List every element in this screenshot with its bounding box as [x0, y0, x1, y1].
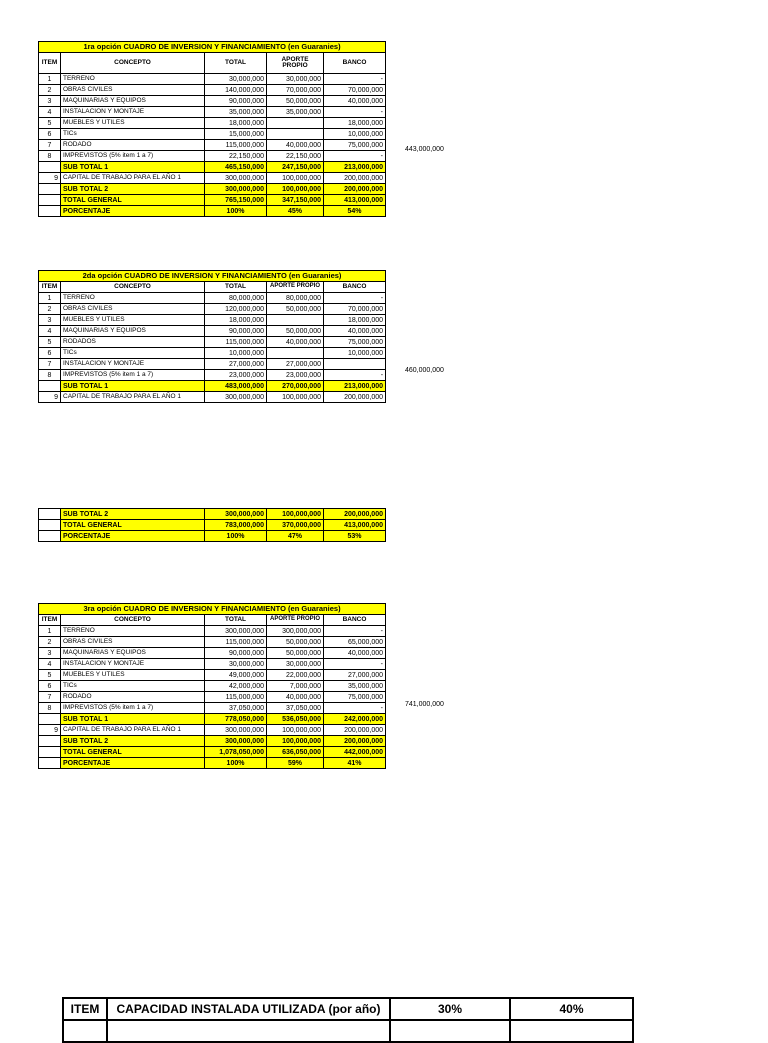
- capacity-col2: 40%: [510, 998, 633, 1020]
- subtotal2-aporte: 100,000,000: [267, 509, 324, 520]
- subtotal1-total: 465,150,000: [205, 162, 267, 173]
- row-banco: -: [324, 659, 386, 670]
- porcentaje-banco: 53%: [324, 531, 386, 542]
- total-general-aporte: 636,050,000: [267, 747, 324, 758]
- row-aporte: 50,000,000: [267, 326, 324, 337]
- row-concepto: RODADO: [61, 692, 205, 703]
- row-total: 90,000,000: [205, 96, 267, 107]
- header-item: ITEM: [39, 282, 61, 293]
- row-aporte: 50,000,000: [267, 648, 324, 659]
- subtotal1-label: SUB TOTAL 1: [61, 162, 205, 173]
- total-general-banco: 413,000,000: [324, 195, 386, 206]
- row-concepto: TICs: [61, 129, 205, 140]
- subtotal1-label: SUB TOTAL 1: [61, 714, 205, 725]
- row-total: 23,000,000: [205, 370, 267, 381]
- row-total: 18,000,000: [205, 118, 267, 129]
- row-banco: 70,000,000: [324, 85, 386, 96]
- row-banco: 40,000,000: [324, 648, 386, 659]
- subtotal2-label: SUB TOTAL 2: [61, 736, 205, 747]
- porcentaje-label: PORCENTAJE: [61, 531, 205, 542]
- row-concepto: TICs: [61, 348, 205, 359]
- row-item: 3: [39, 315, 61, 326]
- row-total: 10,000,000: [205, 348, 267, 359]
- row-banco: [324, 359, 386, 370]
- row-item: 7: [39, 140, 61, 151]
- capital-item: 9: [39, 392, 61, 403]
- option1-side-value: 443,000,000: [405, 146, 444, 153]
- subtotal1-banco: 213,000,000: [324, 162, 386, 173]
- subtotal2-total: 300,000,000: [205, 184, 267, 195]
- row-aporte: 23,000,000: [267, 370, 324, 381]
- capital-banco: 200,000,000: [324, 725, 386, 736]
- row-concepto: INSTALACION Y MONTAJE: [61, 659, 205, 670]
- header-total: TOTAL: [205, 615, 267, 626]
- row-banco: -: [324, 626, 386, 637]
- header-aporte: APORTE PROPIO: [267, 615, 324, 626]
- row-aporte: 30,000,000: [267, 74, 324, 85]
- row-aporte: 70,000,000: [267, 85, 324, 96]
- row-banco: 27,000,000: [324, 670, 386, 681]
- capital-aporte: 100,000,000: [267, 173, 324, 184]
- row-total: 115,000,000: [205, 337, 267, 348]
- subtotal1-label: SUB TOTAL 1: [61, 381, 205, 392]
- row-item: 1: [39, 626, 61, 637]
- row-total: 140,000,000: [205, 85, 267, 96]
- row-aporte: [267, 315, 324, 326]
- table-row: [39, 692, 386, 703]
- subtotal1-aporte: 270,000,000: [267, 381, 324, 392]
- table-row: [39, 648, 386, 659]
- row-item: 8: [39, 151, 61, 162]
- row-total: 115,000,000: [205, 637, 267, 648]
- row-aporte: 30,000,000: [267, 659, 324, 670]
- row-total: 30,000,000: [205, 74, 267, 85]
- header-concepto: CONCEPTO: [61, 53, 205, 74]
- subtotal1-aporte: 536,050,000: [267, 714, 324, 725]
- row-total: 30,000,000: [205, 659, 267, 670]
- row-banco: 18,000,000: [324, 315, 386, 326]
- total-general-label: TOTAL GENERAL: [61, 747, 205, 758]
- row-aporte: 40,000,000: [267, 140, 324, 151]
- header-total: TOTAL: [205, 53, 267, 74]
- row-aporte: 37,050,000: [267, 703, 324, 714]
- table-row: [39, 326, 386, 337]
- row-banco: 75,000,000: [324, 337, 386, 348]
- row-banco: -: [324, 151, 386, 162]
- row-item: 4: [39, 659, 61, 670]
- row-concepto: INSTALACION Y MONTAJE: [61, 359, 205, 370]
- total-general-label: TOTAL GENERAL: [61, 195, 205, 206]
- subtotal2-aporte: 100,000,000: [267, 184, 324, 195]
- subtotal2-label: SUB TOTAL 2: [61, 509, 205, 520]
- row-item: 6: [39, 129, 61, 140]
- row-item: 3: [39, 96, 61, 107]
- capital-concepto: CAPITAL DE TRABAJO PARA EL AÑO 1: [61, 392, 205, 403]
- capacity-table: [62, 997, 634, 1043]
- option2-side-value: 460,000,000: [405, 367, 444, 374]
- row-total: 18,000,000: [205, 315, 267, 326]
- option1-title: 1ra opción CUADRO DE INVERSION Y FINANCIAMIENTO (en Guaranies): [39, 42, 386, 53]
- row-banco: 70,000,000: [324, 304, 386, 315]
- capital-aporte: 100,000,000: [267, 725, 324, 736]
- total-general-aporte: 370,000,000: [267, 520, 324, 531]
- header-item: ITEM: [39, 615, 61, 626]
- row-item: 1: [39, 293, 61, 304]
- row-concepto: IMPREVISTOS (5% item 1 a 7): [61, 703, 205, 714]
- porcentaje-aporte: 59%: [267, 758, 324, 769]
- porcentaje-total: 100%: [205, 531, 267, 542]
- row-total: 120,000,000: [205, 304, 267, 315]
- capital-total: 300,000,000: [205, 173, 267, 184]
- capital-total: 300,000,000: [205, 725, 267, 736]
- row-aporte: 7,000,000: [267, 681, 324, 692]
- capital-total: 300,000,000: [205, 392, 267, 403]
- row-aporte: 40,000,000: [267, 692, 324, 703]
- row-aporte: 50,000,000: [267, 637, 324, 648]
- row-total: 27,000,000: [205, 359, 267, 370]
- row-concepto: MUEBLES Y UTILES: [61, 670, 205, 681]
- row-concepto: OBRAS CIVILES: [61, 637, 205, 648]
- row-item: 7: [39, 692, 61, 703]
- row-aporte: 22,000,000: [267, 670, 324, 681]
- option2-totals-table: [38, 508, 386, 542]
- total-general-total: 783,000,000: [205, 520, 267, 531]
- row-total: 115,000,000: [205, 140, 267, 151]
- table-row: [39, 659, 386, 670]
- subtotal2-aporte: 100,000,000: [267, 736, 324, 747]
- subtotal1-banco: 213,000,000: [324, 381, 386, 392]
- option3-side-value: 741,000,000: [405, 701, 444, 708]
- row-concepto: IMPREVISTOS (5% item 1 a 7): [61, 370, 205, 381]
- row-total: 115,000,000: [205, 692, 267, 703]
- row-aporte: 27,000,000: [267, 359, 324, 370]
- table-row: [39, 315, 386, 326]
- subtotal1-total: 778,050,000: [205, 714, 267, 725]
- subtotal2-label: SUB TOTAL 2: [61, 184, 205, 195]
- header-total: TOTAL: [205, 282, 267, 293]
- table-row: [39, 670, 386, 681]
- porcentaje-total: 100%: [205, 206, 267, 217]
- table-row: [39, 370, 386, 381]
- porcentaje-label: PORCENTAJE: [61, 206, 205, 217]
- row-banco: -: [324, 703, 386, 714]
- row-total: 35,000,000: [205, 107, 267, 118]
- row-aporte: 22,150,000: [267, 151, 324, 162]
- row-aporte: 50,000,000: [267, 304, 324, 315]
- row-concepto: MAQUINARIAS Y EQUIPOS: [61, 326, 205, 337]
- total-general-label: TOTAL GENERAL: [61, 520, 205, 531]
- capital-item: 9: [39, 725, 61, 736]
- header-aporte: APORTE PROPIO: [267, 282, 324, 293]
- row-banco: 75,000,000: [324, 140, 386, 151]
- option2-table: [38, 270, 386, 403]
- subtotal1-total: 483,000,000: [205, 381, 267, 392]
- row-item: 2: [39, 304, 61, 315]
- row-aporte: 35,000,000: [267, 107, 324, 118]
- row-aporte: 80,000,000: [267, 293, 324, 304]
- row-item: 4: [39, 107, 61, 118]
- option3-title: 3ra opción CUADRO DE INVERSION Y FINANCIAMIENTO (en Guaranies): [39, 604, 386, 615]
- porcentaje-aporte: 45%: [267, 206, 324, 217]
- row-aporte: [267, 129, 324, 140]
- table-row: [39, 637, 386, 648]
- row-concepto: TERRENO: [61, 293, 205, 304]
- row-item: 5: [39, 337, 61, 348]
- table-row: [39, 129, 386, 140]
- header-banco: BANCO: [324, 282, 386, 293]
- row-item: 3: [39, 648, 61, 659]
- row-aporte: 300,000,000: [267, 626, 324, 637]
- row-item: 7: [39, 359, 61, 370]
- table-row: [39, 85, 386, 96]
- row-banco: 10,000,000: [324, 129, 386, 140]
- row-total: 37,050,000: [205, 703, 267, 714]
- row-banco: 40,000,000: [324, 96, 386, 107]
- row-concepto: IMPREVISTOS (5% item 1 a 7): [61, 151, 205, 162]
- option3-table: [38, 603, 386, 769]
- total-general-total: 765,150,000: [205, 195, 267, 206]
- capacity-col1: 30%: [390, 998, 510, 1020]
- row-total: 22,150,000: [205, 151, 267, 162]
- porcentaje-total: 100%: [205, 758, 267, 769]
- row-concepto: MUEBLES Y UTILES: [61, 315, 205, 326]
- row-item: 4: [39, 326, 61, 337]
- row-banco: -: [324, 293, 386, 304]
- table-row: [39, 107, 386, 118]
- row-total: 80,000,000: [205, 293, 267, 304]
- subtotal1-banco: 242,000,000: [324, 714, 386, 725]
- porcentaje-label: PORCENTAJE: [61, 758, 205, 769]
- row-banco: 65,000,000: [324, 637, 386, 648]
- table-row: [39, 359, 386, 370]
- row-banco: -: [324, 107, 386, 118]
- table-row: [39, 293, 386, 304]
- porcentaje-banco: 54%: [324, 206, 386, 217]
- capital-aporte: 100,000,000: [267, 392, 324, 403]
- row-item: 8: [39, 370, 61, 381]
- capacity-label: CAPACIDAD INSTALADA UTILIZADA (por año): [107, 998, 390, 1020]
- row-banco: 35,000,000: [324, 681, 386, 692]
- porcentaje-aporte: 47%: [267, 531, 324, 542]
- row-aporte: 50,000,000: [267, 96, 324, 107]
- header-concepto: CONCEPTO: [61, 615, 205, 626]
- row-item: 6: [39, 348, 61, 359]
- header-item: ITEM: [39, 53, 61, 74]
- row-concepto: MAQUINARIAS Y EQUIPOS: [61, 96, 205, 107]
- table-row: [39, 348, 386, 359]
- row-concepto: MAQUINARIAS Y EQUIPOS: [61, 648, 205, 659]
- row-item: 2: [39, 85, 61, 96]
- table-row: [39, 151, 386, 162]
- capital-banco: 200,000,000: [324, 392, 386, 403]
- subtotal2-total: 300,000,000: [205, 509, 267, 520]
- row-concepto: RODADO: [61, 140, 205, 151]
- subtotal2-banco: 200,000,000: [324, 509, 386, 520]
- row-concepto: TICs: [61, 681, 205, 692]
- header-aporte: APORTE PROPIO: [267, 53, 324, 74]
- table-row: [39, 626, 386, 637]
- row-item: 1: [39, 74, 61, 85]
- capital-item: 9: [39, 173, 61, 184]
- row-banco: 18,000,000: [324, 118, 386, 129]
- row-concepto: OBRAS CIVILES: [61, 85, 205, 96]
- row-aporte: [267, 118, 324, 129]
- row-banco: 75,000,000: [324, 692, 386, 703]
- total-general-aporte: 347,150,000: [267, 195, 324, 206]
- row-concepto: INSTALACION Y MONTAJE: [61, 107, 205, 118]
- row-item: 5: [39, 670, 61, 681]
- subtotal2-total: 300,000,000: [205, 736, 267, 747]
- row-concepto: OBRAS CIVILES: [61, 304, 205, 315]
- porcentaje-banco: 41%: [324, 758, 386, 769]
- table-row: [39, 140, 386, 151]
- header-banco: BANCO: [324, 53, 386, 74]
- row-total: 90,000,000: [205, 648, 267, 659]
- capacity-item-header: ITEM: [63, 998, 107, 1020]
- table-row: [39, 74, 386, 85]
- header-banco: BANCO: [324, 615, 386, 626]
- option1-table: [38, 41, 386, 217]
- row-item: 2: [39, 637, 61, 648]
- table-row: [39, 304, 386, 315]
- capital-concepto: CAPITAL DE TRABAJO PARA EL AÑO 1: [61, 725, 205, 736]
- subtotal1-aporte: 247,150,000: [267, 162, 324, 173]
- row-total: 49,000,000: [205, 670, 267, 681]
- capital-concepto: CAPITAL DE TRABAJO PARA EL AÑO 1: [61, 173, 205, 184]
- table-row: [39, 337, 386, 348]
- total-general-total: 1,078,050,000: [205, 747, 267, 758]
- row-banco: -: [324, 370, 386, 381]
- capital-banco: 200,000,000: [324, 173, 386, 184]
- row-concepto: RODADOS: [61, 337, 205, 348]
- table-row: [39, 703, 386, 714]
- row-total: 42,000,000: [205, 681, 267, 692]
- row-concepto: TERRENO: [61, 626, 205, 637]
- table-row: [39, 118, 386, 129]
- total-general-banco: 413,000,000: [324, 520, 386, 531]
- row-banco: 10,000,000: [324, 348, 386, 359]
- subtotal2-banco: 200,000,000: [324, 184, 386, 195]
- subtotal2-banco: 200,000,000: [324, 736, 386, 747]
- row-total: 300,000,000: [205, 626, 267, 637]
- row-item: 6: [39, 681, 61, 692]
- table-row: [39, 681, 386, 692]
- row-aporte: 40,000,000: [267, 337, 324, 348]
- row-total: 15,000,000: [205, 129, 267, 140]
- table-row: [39, 96, 386, 107]
- row-item: 8: [39, 703, 61, 714]
- row-aporte: [267, 348, 324, 359]
- row-total: 90,000,000: [205, 326, 267, 337]
- row-item: 5: [39, 118, 61, 129]
- row-banco: -: [324, 74, 386, 85]
- row-concepto: TERRENO: [61, 74, 205, 85]
- header-concepto: CONCEPTO: [61, 282, 205, 293]
- total-general-banco: 442,000,000: [324, 747, 386, 758]
- row-banco: 40,000,000: [324, 326, 386, 337]
- option2-title: 2da opción CUADRO DE INVERSION Y FINANCIAMIENTO (en Guaranies): [39, 271, 386, 282]
- row-concepto: MUEBLES Y UTILES: [61, 118, 205, 129]
